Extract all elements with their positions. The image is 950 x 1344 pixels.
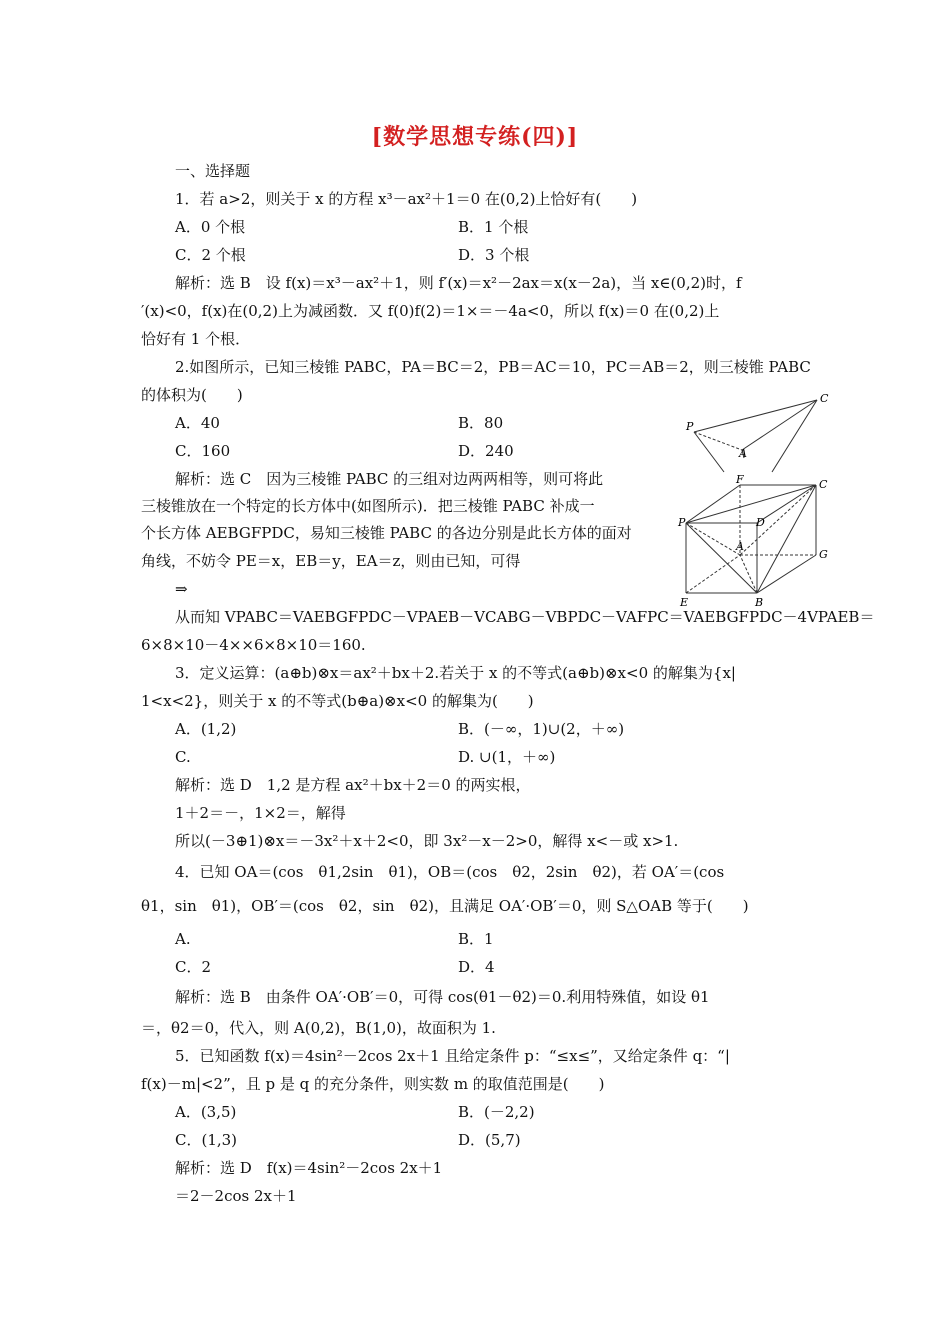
page-title: [数学思想专练(四)] xyxy=(371,124,579,150)
tetrahedron-figure xyxy=(672,388,842,620)
question-1: 1．若 a>2，则关于 x 的方程 x³－ax²＋1＝0 在(0,2)上恰好有( ) xyxy=(175,190,638,208)
figure-label: D xyxy=(756,516,765,529)
figure-label: F xyxy=(736,473,744,486)
solution-line: ＝2－2cos 2x＋1 xyxy=(175,1187,297,1205)
option-b: B．80 xyxy=(458,414,504,432)
option-d: D．3 个根 xyxy=(458,246,530,264)
option-b: B．1 个根 xyxy=(458,218,529,236)
option-c: C．2 xyxy=(175,958,212,976)
figure-label: C xyxy=(820,392,829,405)
option-d: D. ∪(1，＋∞) xyxy=(458,748,556,766)
question-3-cont: 1<x<2}，则关于 x 的不等式(b⊕a)⊗x<0 的解集为( ) xyxy=(141,692,534,710)
solution-line: 恰好有 1 个根． xyxy=(141,330,251,348)
option-a: A. xyxy=(175,930,191,948)
solution-line: ′(x)<0，f(x)在(0,2)上为减函数．又 f(0)f(2)＝1×＝－4a<0，所以 f(x)＝0 在(0,2)上 xyxy=(141,302,720,320)
question-2: 2.如图所示，已知三棱锥 PABC，PA＝BC＝2，PB＝AC＝10，PC＝AB＝2，则三棱锥 PABC xyxy=(175,358,811,376)
solution-line: 解析：选 C 因为三棱锥 PABC 的三组对边两两相等，则可将此 xyxy=(175,470,604,488)
solution-line: ⇒ xyxy=(175,580,188,598)
option-a: A．(3,5) xyxy=(175,1103,237,1121)
question-5: 5．已知函数 f(x)＝4sin²－2cos 2x＋1 且给定条件 p：“≤x≤”，又给定条件 q：“| xyxy=(175,1047,730,1065)
solution-line: 1＋2＝－，1×2＝，解得 xyxy=(175,804,346,822)
option-d: D．(5,7) xyxy=(458,1131,521,1149)
option-a: A．40 xyxy=(175,414,220,432)
option-c: C．(1,3) xyxy=(175,1131,238,1149)
figure-label: P xyxy=(678,516,686,529)
figure-label: P xyxy=(686,420,694,433)
question-4: 4．已知 OA＝(cos θ1,2sin θ1)，OB＝(cos θ2，2sin θ2)，若 OA′＝(cos xyxy=(175,863,725,881)
solution-line: 解析：选 B 由条件 OA′·OB′＝0，可得 cos(θ1－θ2)＝0.利用特殊值，如设 θ1 xyxy=(175,988,710,1006)
question-2-cont: 的体积为( ) xyxy=(141,386,243,404)
option-c: C. xyxy=(175,748,191,766)
question-5-cont: f(x)－m|<2”，且 p 是 q 的充分条件，则实数 m 的取值范围是( ) xyxy=(141,1075,605,1093)
solution-line: ＝，θ2＝0，代入，则 A(0,2)，B(1,0)，故面积为 1. xyxy=(141,1019,496,1037)
option-a: A．0 个根 xyxy=(175,218,246,236)
option-c: C．160 xyxy=(175,442,231,460)
figure-label: B xyxy=(755,596,764,609)
section-heading: 一、选择题 xyxy=(175,162,251,180)
solution-line: 6×8×10－4××6×8×10＝160. xyxy=(141,636,366,654)
option-c: C．2 个根 xyxy=(175,246,246,264)
option-d: D．4 xyxy=(458,958,495,976)
figure-label: A xyxy=(736,540,744,553)
solution-line: 角线，不妨令 PE＝x，EB＝y，EA＝z，则由已知，可得 xyxy=(141,552,521,570)
solution-line: 解析：选 B 设 f(x)＝x³－ax²＋1，则 f′(x)＝x²－2ax＝x(x－2a)，当 x∈(0,2)时，f xyxy=(175,274,742,292)
option-b: B．1 xyxy=(458,930,494,948)
question-3: 3．定义运算：(a⊕b)⊗x＝ax²＋bx＋2.若关于 x 的不等式(a⊕b)⊗x<0 的解集为{x| xyxy=(175,664,736,682)
option-a: A．(1,2) xyxy=(175,720,237,738)
figure-label: G xyxy=(819,548,828,561)
option-b: B．(－∞，1)∪(2，＋∞) xyxy=(458,720,625,738)
figure-label: C xyxy=(819,478,828,491)
figure-label: E xyxy=(680,596,689,609)
solution-line: 从而知 VPABC＝VAEBGFPDC－VPAEB－VCABG－VBPDC－VAFPC＝VAEBGFPDC－4VPAEB＝ xyxy=(175,608,875,626)
option-d: D．240 xyxy=(458,442,514,460)
solution-line: 三棱锥放在一个特定的长方体中(如图所示)．把三棱锥 PABC 补成一 xyxy=(141,497,595,515)
solution-line: 个长方体 AEBGFPDC，易知三棱锥 PABC 的各边分别是此长方体的面对 xyxy=(141,524,632,542)
option-b: B．(－2,2) xyxy=(458,1103,535,1121)
figure-label: A xyxy=(739,447,747,460)
question-4-cont: θ1，sin θ1)，OB′＝(cos θ2，sin θ2)，且满足 OA′·OB′＝0，则 S△OAB 等于( ) xyxy=(141,897,749,915)
solution-line: 解析：选 D 1,2 是方程 ax²＋bx＋2＝0 的两实根， xyxy=(175,776,531,794)
solution-line: 解析：选 D f(x)＝4sin²－2cos 2x＋1 xyxy=(175,1159,443,1177)
solution-line: 所以(－3⊕1)⊗x＝－3x²＋x＋2<0，即 3x²－x－2>0，解得 x<－或 x>1. xyxy=(175,832,679,850)
